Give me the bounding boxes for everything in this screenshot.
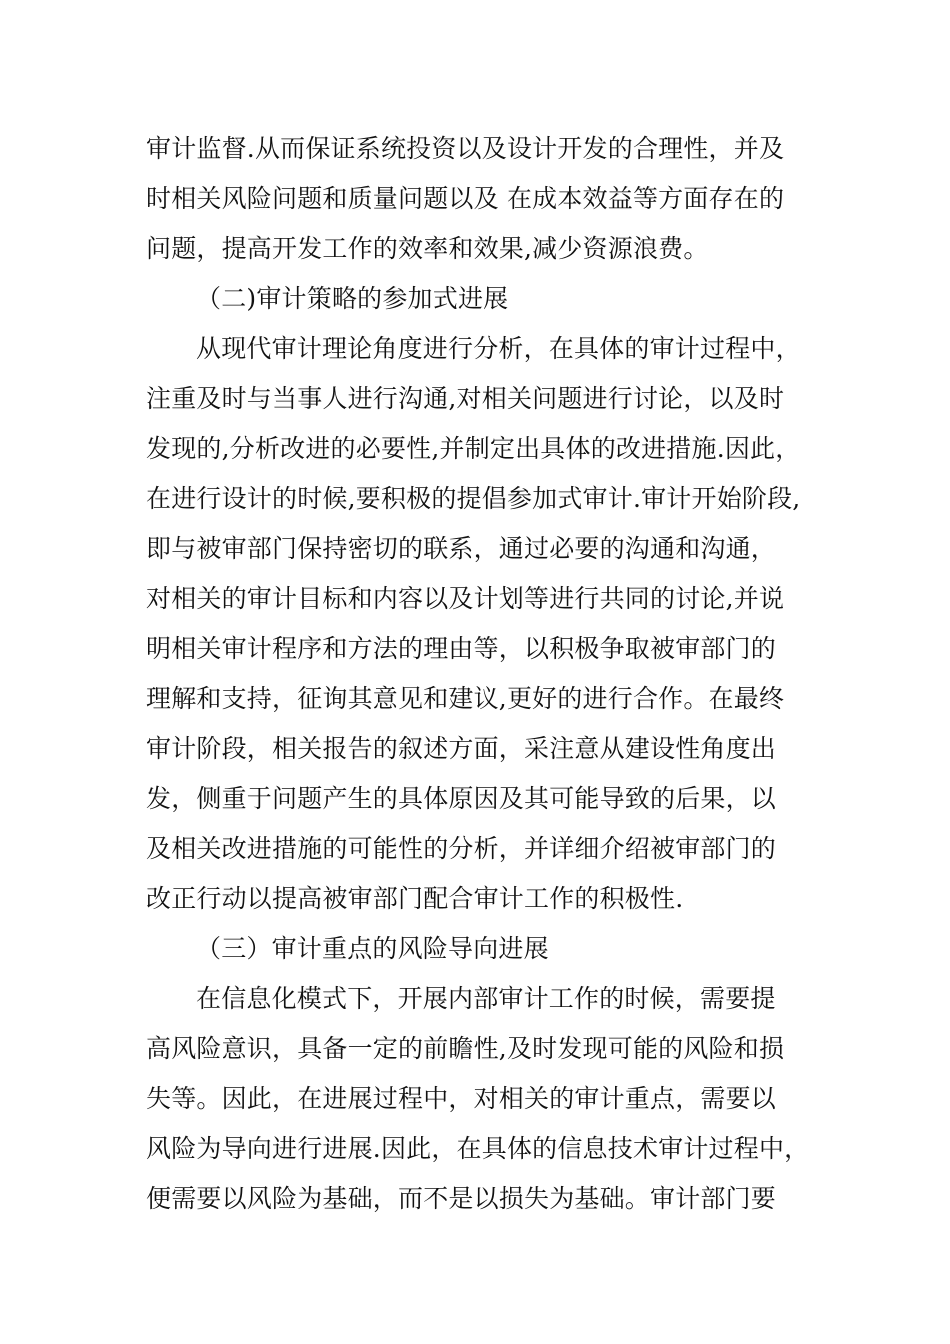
paragraph-line: 注重及时与当事人进行沟通,对相关问题进行讨论，以及时 — [146, 384, 785, 413]
paragraph-line: 审计阶段，相关报告的叙述方面，采注意从建设性角度出 — [146, 734, 777, 763]
paragraph-line: 发，侧重于问题产生的具体原因及其可能导致的后果，以 — [146, 784, 777, 813]
paragraph-line: 发现的,分析改进的必要性,并制定出具体的改进措施.因此， — [146, 434, 801, 463]
paragraph-line: 高风险意识，具备一定的前瞻性,及时发现可能的风险和损 — [146, 1034, 785, 1063]
paragraph-line: 即与被审部门保持密切的联系，通过必要的沟通和沟通， — [146, 534, 777, 563]
section-heading: （三）审计重点的风险导向进展 — [196, 934, 549, 963]
paragraph-line: 明相关审计程序和方法的理由等，以积极争取被审部门的 — [146, 634, 777, 663]
paragraph-line: 问题，提高开发工作的效率和效果,减少资源浪费。 — [146, 234, 709, 263]
paragraph-line: 对相关的审计目标和内容以及计划等进行共同的讨论,并说 — [146, 584, 785, 613]
paragraph-line: 及相关改进措施的可能性的分析，并详细介绍被审部门的 — [146, 834, 777, 863]
paragraph-line: 失等。因此，在进展过程中，对相关的审计重点，需要以 — [146, 1084, 777, 1113]
paragraph-line: 理解和支持，征询其意见和建议,更好的进行合作。在最终 — [146, 684, 785, 713]
paragraph-line: 时相关风险问题和质量问题以及 在成本效益等方面存在的 — [146, 184, 785, 213]
paragraph-line: 从现代审计理论角度进行分析，在具体的审计过程中， — [196, 334, 801, 363]
paragraph-line: 风险为导向进行进展.因此，在具体的信息技术审计过程中， — [146, 1134, 810, 1163]
paragraph-line: 改正行动以提高被审部门配合审计工作的积极性. — [146, 884, 684, 913]
section-heading: （二)审计策略的参加式进展 — [196, 284, 509, 313]
paragraph-line: 在信息化模式下，开展内部审计工作的时候，需要提 — [196, 984, 776, 1013]
paragraph-line: 在进行设计的时候,要积极的提倡参加式审计.审计开始阶段, — [146, 484, 801, 513]
paragraph-line: 便需要以风险为基础，而不是以损失为基础。审计部门要 — [146, 1184, 777, 1213]
paragraph-line: 审计监督.从而保证系统投资以及设计开发的合理性，并及 — [146, 134, 785, 163]
